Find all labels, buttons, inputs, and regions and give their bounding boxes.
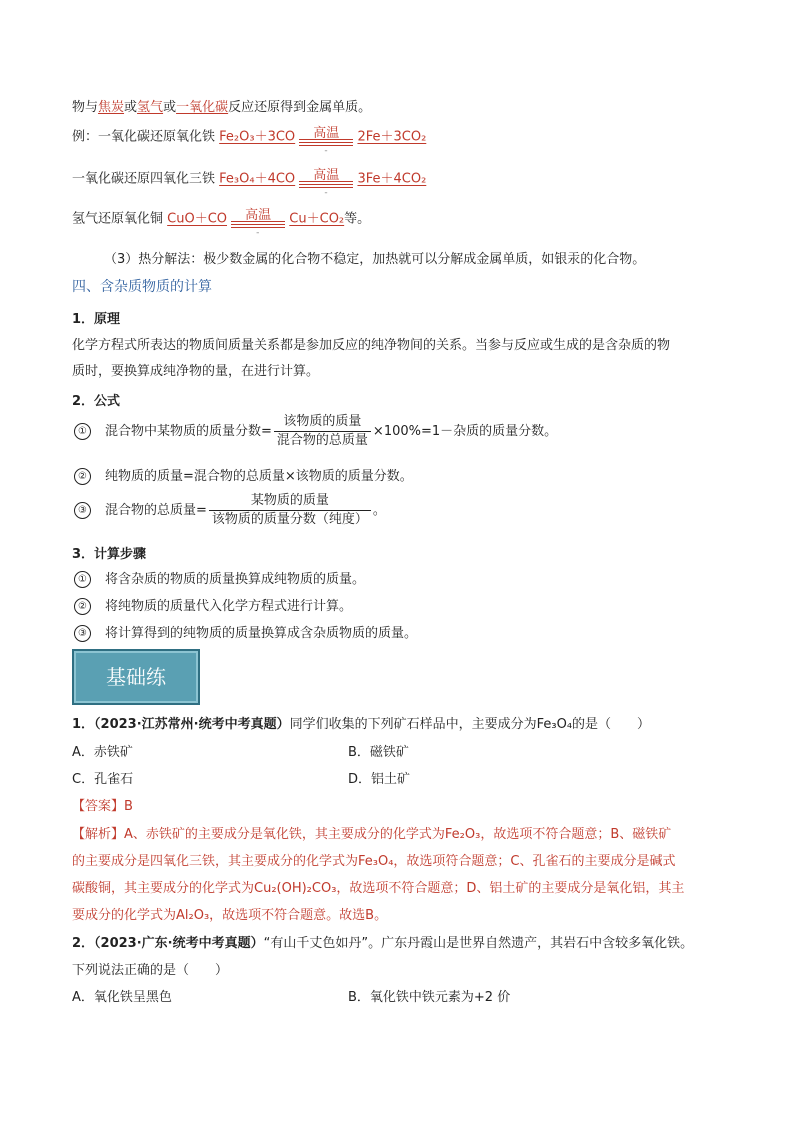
fraction: $\frac{\text{该物质的质量}}{\text{混合物的总质量}}$ <box>274 413 371 450</box>
reaction-tail: 等。 <box>344 211 371 227</box>
reaction-right: Cu＋CO₂ <box>289 211 345 227</box>
basic-practice-banner: 基础练 <box>72 649 200 705</box>
principle-text-2: 质时，要换算成纯净物的量，在进行计算。 <box>72 364 320 379</box>
intro-text: 反应还原得到金属单质。 <box>228 100 372 115</box>
answer-line <box>72 795 133 814</box>
intro-text: 物与 <box>72 100 99 115</box>
step-text: 将含杂质的物质的质量换算成纯物质的质量。 <box>105 572 366 587</box>
reaction-left: Fe₂O₃＋3CO <box>219 129 296 145</box>
fraction: $\frac{\text{某物质的质量}}{\text{该物质的质量分数（纯度）}}$ <box>209 492 371 529</box>
section-title: 四、含杂质物质的计算 <box>72 279 212 295</box>
keyword-coke: 焦炭 <box>98 100 125 115</box>
formula-1 <box>74 413 557 450</box>
step-item <box>74 622 417 642</box>
step-text: 将纯物质的质量代入化学方程式进行计算。 <box>105 599 353 614</box>
step-item <box>74 568 365 588</box>
option-b: B．氧化铁中铁元素为+2 价 <box>348 990 511 1005</box>
reaction-label: 例：一氧化碳还原氧化铁 <box>72 129 216 145</box>
option-a: A．氧化铁呈黑色 <box>72 990 172 1005</box>
answer-value: B <box>124 799 133 814</box>
question-source: 1．（2023·江苏常州·统考中考真题） <box>72 717 290 732</box>
question-2-stem-2: 下列说法正确的是（ ） <box>72 963 229 978</box>
condition-high-temp: 高温 - <box>299 164 353 194</box>
analysis-text: A、赤铁矿的主要成分是氧化铁，其主要成分的化学式为Fe₂O₃，故选项不符合题意；B、磁铁矿 <box>124 827 672 842</box>
principle-text-1: 化学方程式所表达的物质间质量关系都是参加反应的纯净物间的关系。当参与反应或生成的是含杂质的物 <box>72 338 671 353</box>
analysis-line-2: 的主要成分是四氧化三铁，其主要成分的化学式为Fe₃O₄，故选项符合题意；C、孔雀石的主要成分是碱式 <box>72 854 676 869</box>
circled-number: ② <box>74 468 91 485</box>
option-b: B．磁铁矿 <box>348 745 409 760</box>
question-stem: 同学们收集的下列矿石样品中，主要成分为Fe₃O₄的是（ ） <box>289 717 651 732</box>
intro-text: 或 <box>124 100 138 115</box>
formula-3 <box>74 492 386 529</box>
reaction-line-2 <box>72 164 427 198</box>
option-c: C．孔雀石 <box>72 772 134 787</box>
option-d: D．铝土矿 <box>348 772 411 787</box>
reaction-left: CuO＋CO <box>167 211 228 227</box>
analysis-line-1 <box>72 823 671 842</box>
reaction-left: Fe₃O₄＋4CO <box>219 171 296 187</box>
step-text: 将计算得到的纯物质的质量换算成含杂质物质的质量。 <box>105 626 418 641</box>
intro-text: 或 <box>163 100 177 115</box>
reaction-label: 氢气还原氧化铜 <box>72 211 164 227</box>
steps-heading: 3．计算步骤 <box>72 547 147 562</box>
formula-text: 纯物质的质量=混合物的总质量×该物质的质量分数。 <box>105 469 413 484</box>
circled-number: ③ <box>74 625 91 642</box>
step-item <box>74 595 352 615</box>
principle-heading: 1．原理 <box>72 312 121 327</box>
intro-line <box>72 96 371 115</box>
reaction-right: 2Fe＋3CO₂ <box>357 129 427 145</box>
circled-number: ② <box>74 598 91 615</box>
formula-left: 混合物的总质量= <box>105 503 207 518</box>
question-source: 2．（2023·广东·统考中考真题） <box>72 936 264 951</box>
thermal-decomposition: （3）热分解法：极少数金属的化合物不稳定，加热就可以分解成金属单质，如银汞的化合物。 <box>104 252 646 267</box>
formula-end: 。 <box>544 424 558 439</box>
option-a: A．赤铁矿 <box>72 745 133 760</box>
question-stem: “有山千丈色如丹”。广东丹霞山是世界自然遗产，其岩石中含较多氧化铁。 <box>263 936 694 951</box>
analysis-line-3: 碳酸铜，其主要成分的化学式为Cu₂(OH)₂CO₃，故选项不符合题意；D、铝土矿的主要成分是氧化铝，其主 <box>72 881 685 896</box>
circled-number: ③ <box>74 502 91 519</box>
circled-number: ① <box>74 423 91 440</box>
formula-left: 混合物中某物质的质量分数= <box>105 424 272 439</box>
question-2 <box>72 932 693 951</box>
analysis-label: 【解析】 <box>72 827 125 842</box>
formula-heading: 2．公式 <box>72 394 121 409</box>
formula-end: 。 <box>372 503 386 518</box>
reaction-right: 3Fe＋4CO₂ <box>357 171 427 187</box>
keyword-hydrogen: 氢气 <box>137 100 164 115</box>
reaction-line-3 <box>72 204 371 238</box>
answer-label: 【答案】 <box>72 799 125 814</box>
formula-2 <box>74 465 413 485</box>
formula-right: ×100%=1－杂质的质量分数 <box>372 424 545 439</box>
reaction-label: 一氧化碳还原四氧化三铁 <box>72 171 216 187</box>
keyword-carbon-monoxide: 一氧化碳 <box>176 100 229 115</box>
circled-number: ① <box>74 571 91 588</box>
reaction-line-1 <box>72 122 427 156</box>
question-1 <box>72 713 650 732</box>
condition-high-temp: 高温 - <box>299 122 353 152</box>
analysis-line-4: 要成分的化学式为Al₂O₃，故选项不符合题意。故选B。 <box>72 908 388 923</box>
condition-high-temp: 高温 - <box>231 204 285 234</box>
